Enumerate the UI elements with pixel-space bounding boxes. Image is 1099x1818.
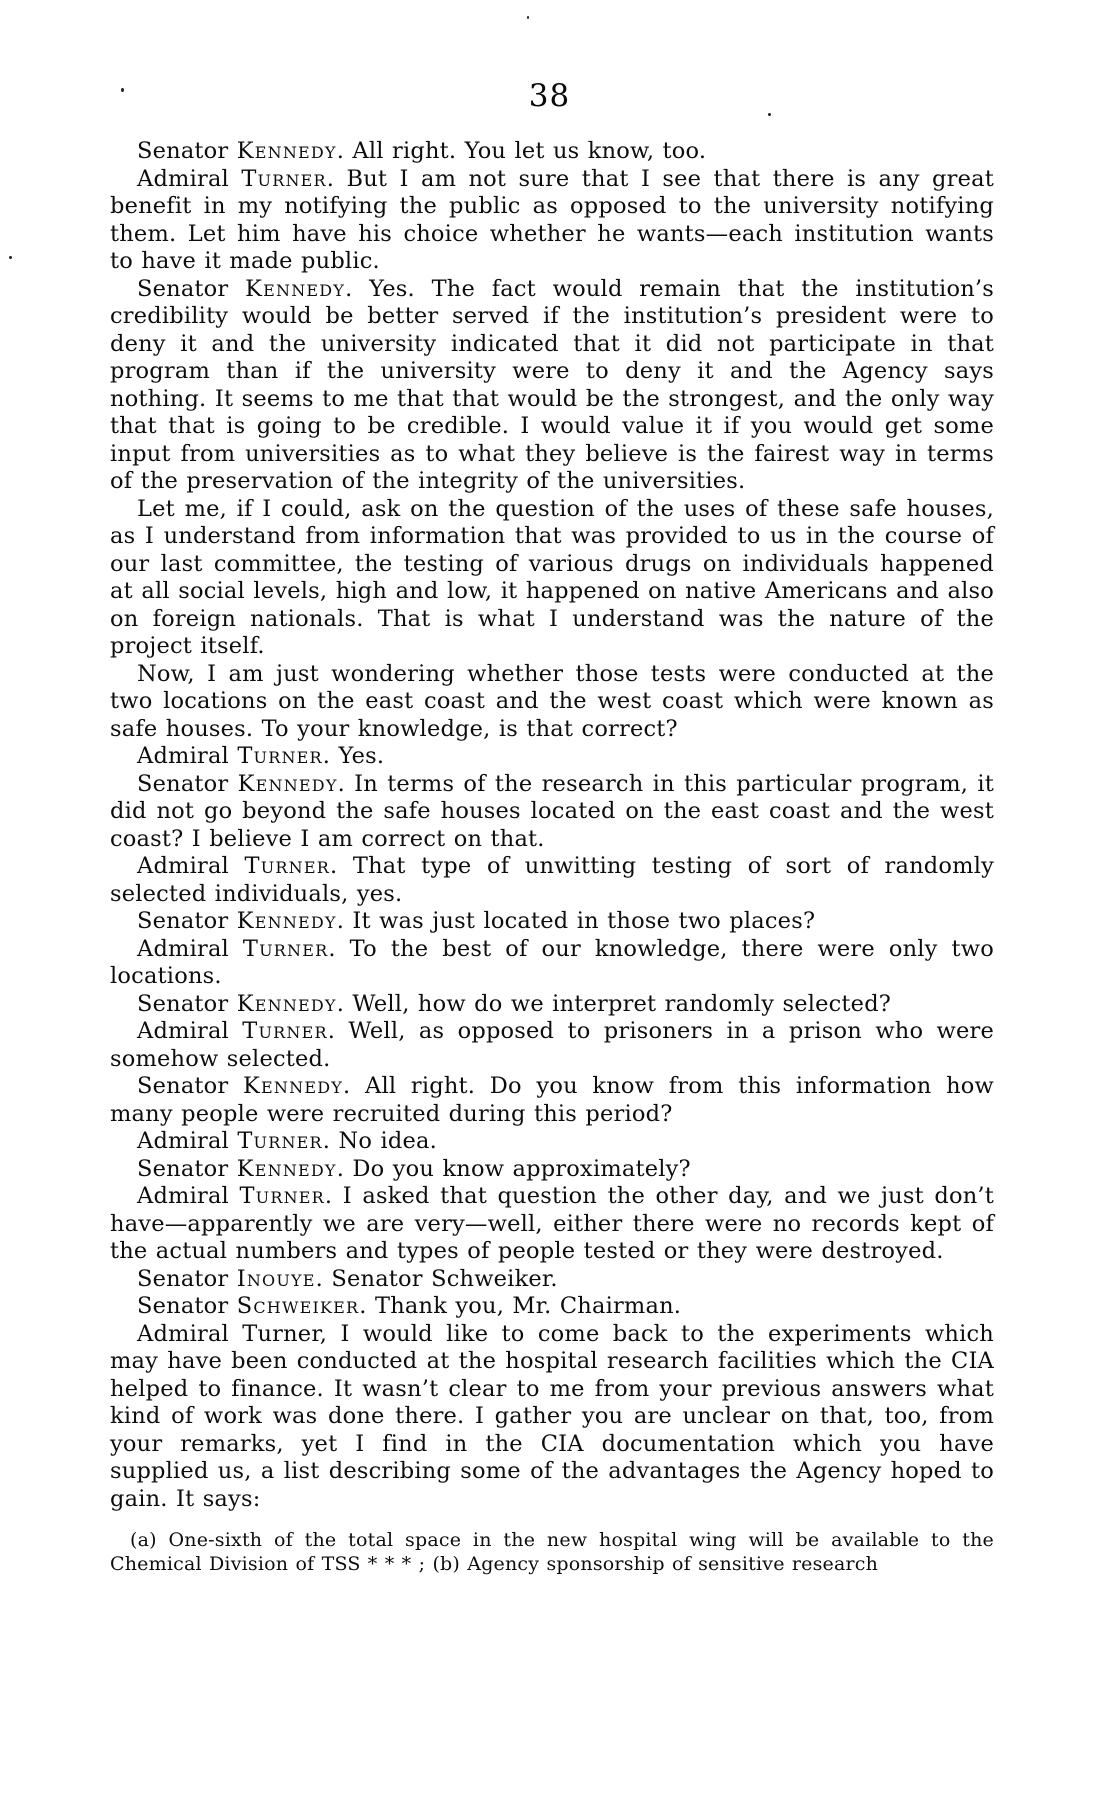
scan-speck — [9, 256, 12, 259]
transcript-paragraph: Admiral Turner. Yes. — [137, 743, 385, 769]
transcript-paragraph: Admiral Turner. That type of unwitting testing of sort of randomly selected individuals, yes. — [110, 853, 994, 907]
page-number: 38 — [528, 78, 571, 114]
transcript-paragraph: Senator Schweiker. Thank you, Mr. Chairman. — [137, 1293, 682, 1319]
speaker-title: Admiral — [137, 743, 238, 769]
scan-speck — [527, 16, 529, 19]
speaker-name: Turner — [244, 853, 330, 879]
speaker-title: Senator — [137, 1265, 237, 1292]
page-content — [110, 138, 994, 1576]
transcript-paragraph: Admiral Turner. But I am not sure that I see that there is any great benefit in my notifying the public as opposed to the university notifying them. Let him have his choice whether he wants—each institution wants to have it made public. — [110, 165, 994, 274]
speaker-name: Inouye — [236, 1265, 316, 1292]
transcript-paragraph: Senator Kennedy. Yes. The fact would remain that the institution’s credibility would be better served if the institution’s president were to deny it and the university indicated that it did not participate in that program than if the university were to deny it and the Agency says nothing. It seems to me that that would be the strongest, and the only way that that is going to be credible. I would value it if you would get some input from universities as to what they believe is the fairest way in terms of the preservation of the integrity of the universities. — [110, 275, 994, 494]
transcript-paragraph: Admiral Turner. To the best of our knowledge, there were only two locations. — [110, 935, 994, 989]
speaker-name: Kennedy — [236, 990, 337, 1017]
speaker-title: Senator — [137, 138, 237, 164]
transcript-paragraph: Senator Kennedy. All right. You let us know, too. — [137, 138, 707, 164]
speaker-title: Senator — [137, 1073, 244, 1099]
transcript-paragraph: Senator Kennedy. In terms of the research in this particular program, it did not go beyond the safe houses located on the east coast and the west coast? I believe I am correct on that. — [110, 770, 994, 852]
speaker-name: Kennedy — [236, 908, 337, 934]
transcript-paragraph: Admiral Turner. I asked that question the other day, and we just don’t have—apparently we are very—well, either there were no records kept of the actual numbers and types of people tested or they were destroyed. — [110, 1183, 994, 1264]
speaker-name: Turner — [237, 1128, 323, 1154]
speaker-name: Kennedy — [245, 275, 346, 302]
transcript-paragraph: Senator Kennedy. It was just located in those two places? — [137, 908, 816, 934]
speaker-title: Senator — [137, 275, 246, 302]
transcript-paragraph: Senator Kennedy. Well, how do we interpret randomly selected? — [137, 990, 892, 1017]
transcript-paragraph: Now, I am just wondering whether those tests were conducted at the two locations on the east coast and the west coast which were known as safe houses. To your knowledge, is that correct? — [110, 660, 994, 742]
speaker-name: Kennedy — [237, 770, 338, 797]
speaker-title: Senator — [137, 770, 238, 797]
speaker-name: Turner — [242, 935, 329, 962]
transcript-paragraph: Admiral Turner. No idea. — [137, 1128, 437, 1154]
speaker-title: Senator — [137, 1155, 237, 1182]
speaker-title: Senator — [137, 990, 237, 1017]
speaker-title: Admiral — [137, 165, 242, 192]
speaker-name: Turner — [242, 1018, 328, 1044]
speaker-name: Turner — [237, 743, 323, 769]
quoted-excerpt: (a) One-sixth of the total space in the new hospital wing will be available to the Chemical Division of TSS * * * ; (b) Agency sponsorship of sensitive research — [110, 1529, 994, 1575]
speaker-title: Admiral — [137, 1128, 238, 1154]
speaker-name: Kennedy — [243, 1073, 343, 1099]
transcript-paragraph: Senator Kennedy. Do you know approximately? — [137, 1155, 691, 1182]
speaker-name: Schweiker — [236, 1293, 360, 1319]
transcript-paragraph: Admiral Turner, I would like to come back to the experiments which may have been conducted at the hospital research facilities which the CIA helped to finance. It wasn’t clear to me from your previous answers what kind of work was done there. I gather you are unclear on that, too, from your remarks, yet I find in the CIA documentation which you have supplied us, a list describing some of the advantages the Agency hoped to gain. It says: — [110, 1320, 994, 1512]
speaker-name: Kennedy — [236, 1155, 337, 1182]
speaker-title: Admiral — [137, 853, 245, 879]
speaker-title: Admiral — [137, 935, 243, 962]
speaker-title: Admiral — [137, 1018, 243, 1044]
speaker-title: Admiral — [137, 1183, 240, 1209]
speaker-name: Kennedy — [236, 138, 337, 164]
speaker-name: Turner — [239, 1183, 325, 1209]
transcript-paragraph: Admiral Turner. Well, as opposed to prisoners in a prison who were somehow selected. — [110, 1018, 994, 1072]
transcript-paragraph: Let me, if I could, ask on the question of the uses of these safe houses, as I understand from information that was provided to us in the course of our last committee, the testing of various drugs on individuals happened at all social levels, high and low, it happened on native Americans and also on foreign nationals. That is what I understand was the nature of the project itself. — [110, 495, 994, 659]
body-paragraphs — [110, 138, 994, 1513]
speaker-name: Turner — [241, 165, 327, 192]
transcript-paragraph: Senator Inouye. Senator Schweiker. — [137, 1265, 558, 1292]
speaker-title: Senator — [137, 908, 237, 934]
transcript-paragraph: Senator Kennedy. All right. Do you know from this information how many people were recruited during this period? — [110, 1073, 995, 1127]
speaker-title: Senator — [137, 1293, 237, 1319]
